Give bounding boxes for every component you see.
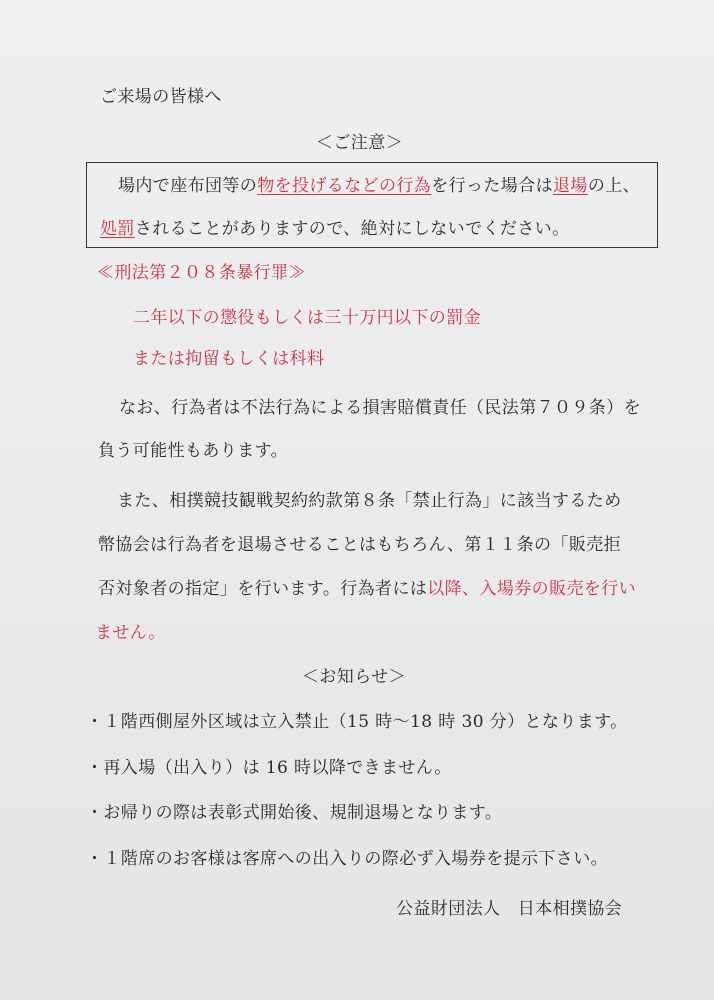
penalty-line-2: または拘留もしくは科料 <box>133 349 325 369</box>
info-heading: ＜お知らせ＞ <box>302 667 406 687</box>
greeting: ご来場の皆様へ <box>100 87 222 107</box>
info-bullet: ・再入場（出入り）は 16 時以降できません。 <box>86 758 452 778</box>
signature: 公益財団法人 日本相撲協会 <box>396 899 623 919</box>
contract-line-1: また、相撲競技観戦契約約款第８条「禁止行為」に該当するため <box>117 491 622 511</box>
civil-line-1: なお、行為者は不法行為による損害賠償責任（民法第７０９条）を <box>119 398 641 418</box>
info-bullet: ・お帰りの際は表彰式開始後、規制退場となります。 <box>86 803 503 823</box>
notice-highlight-throwing: 物を投げるなどの行為 <box>257 176 432 196</box>
info-bullet: ・１階席のお客様は客席への出入りの際必ず入場券を提示下さい。 <box>86 849 608 869</box>
info-bullet: ・１階西側屋外区域は立入禁止（15 時～18 時 30 分）となります。 <box>86 712 628 732</box>
notice-line-1 <box>118 175 640 197</box>
notice-line-2 <box>100 218 569 240</box>
notice-text: されることがありますので、絶対にしないでください。 <box>134 219 570 239</box>
contract-line-4: ません。 <box>95 623 166 643</box>
penalty-line-1: 二年以下の懲役もしくは三十万円以下の罰金 <box>133 308 481 328</box>
caution-heading: ＜ご注意＞ <box>316 133 403 153</box>
civil-line-2: 負う可能性もあります。 <box>98 441 289 461</box>
contract-line-2: 幣協会は行為者を退場させることはもちろん、第１１条の「販売拒 <box>98 535 622 555</box>
notice-highlight-exit: 退場 <box>553 176 588 196</box>
notice-text: を行った場合は <box>431 176 554 196</box>
law-title: ≪刑法第２０８条暴行罪≫ <box>97 263 306 283</box>
contract-text: 否対象者の指定」を行います。行為者には <box>98 579 428 599</box>
notice-highlight-punish: 処罰 <box>100 219 135 239</box>
contract-highlight: 以降、入場券の販売を行い <box>427 579 637 599</box>
contract-line-3 <box>98 578 636 600</box>
notice-text: 場内で座布団等の <box>118 176 258 196</box>
notice-text: の上、 <box>587 176 641 196</box>
